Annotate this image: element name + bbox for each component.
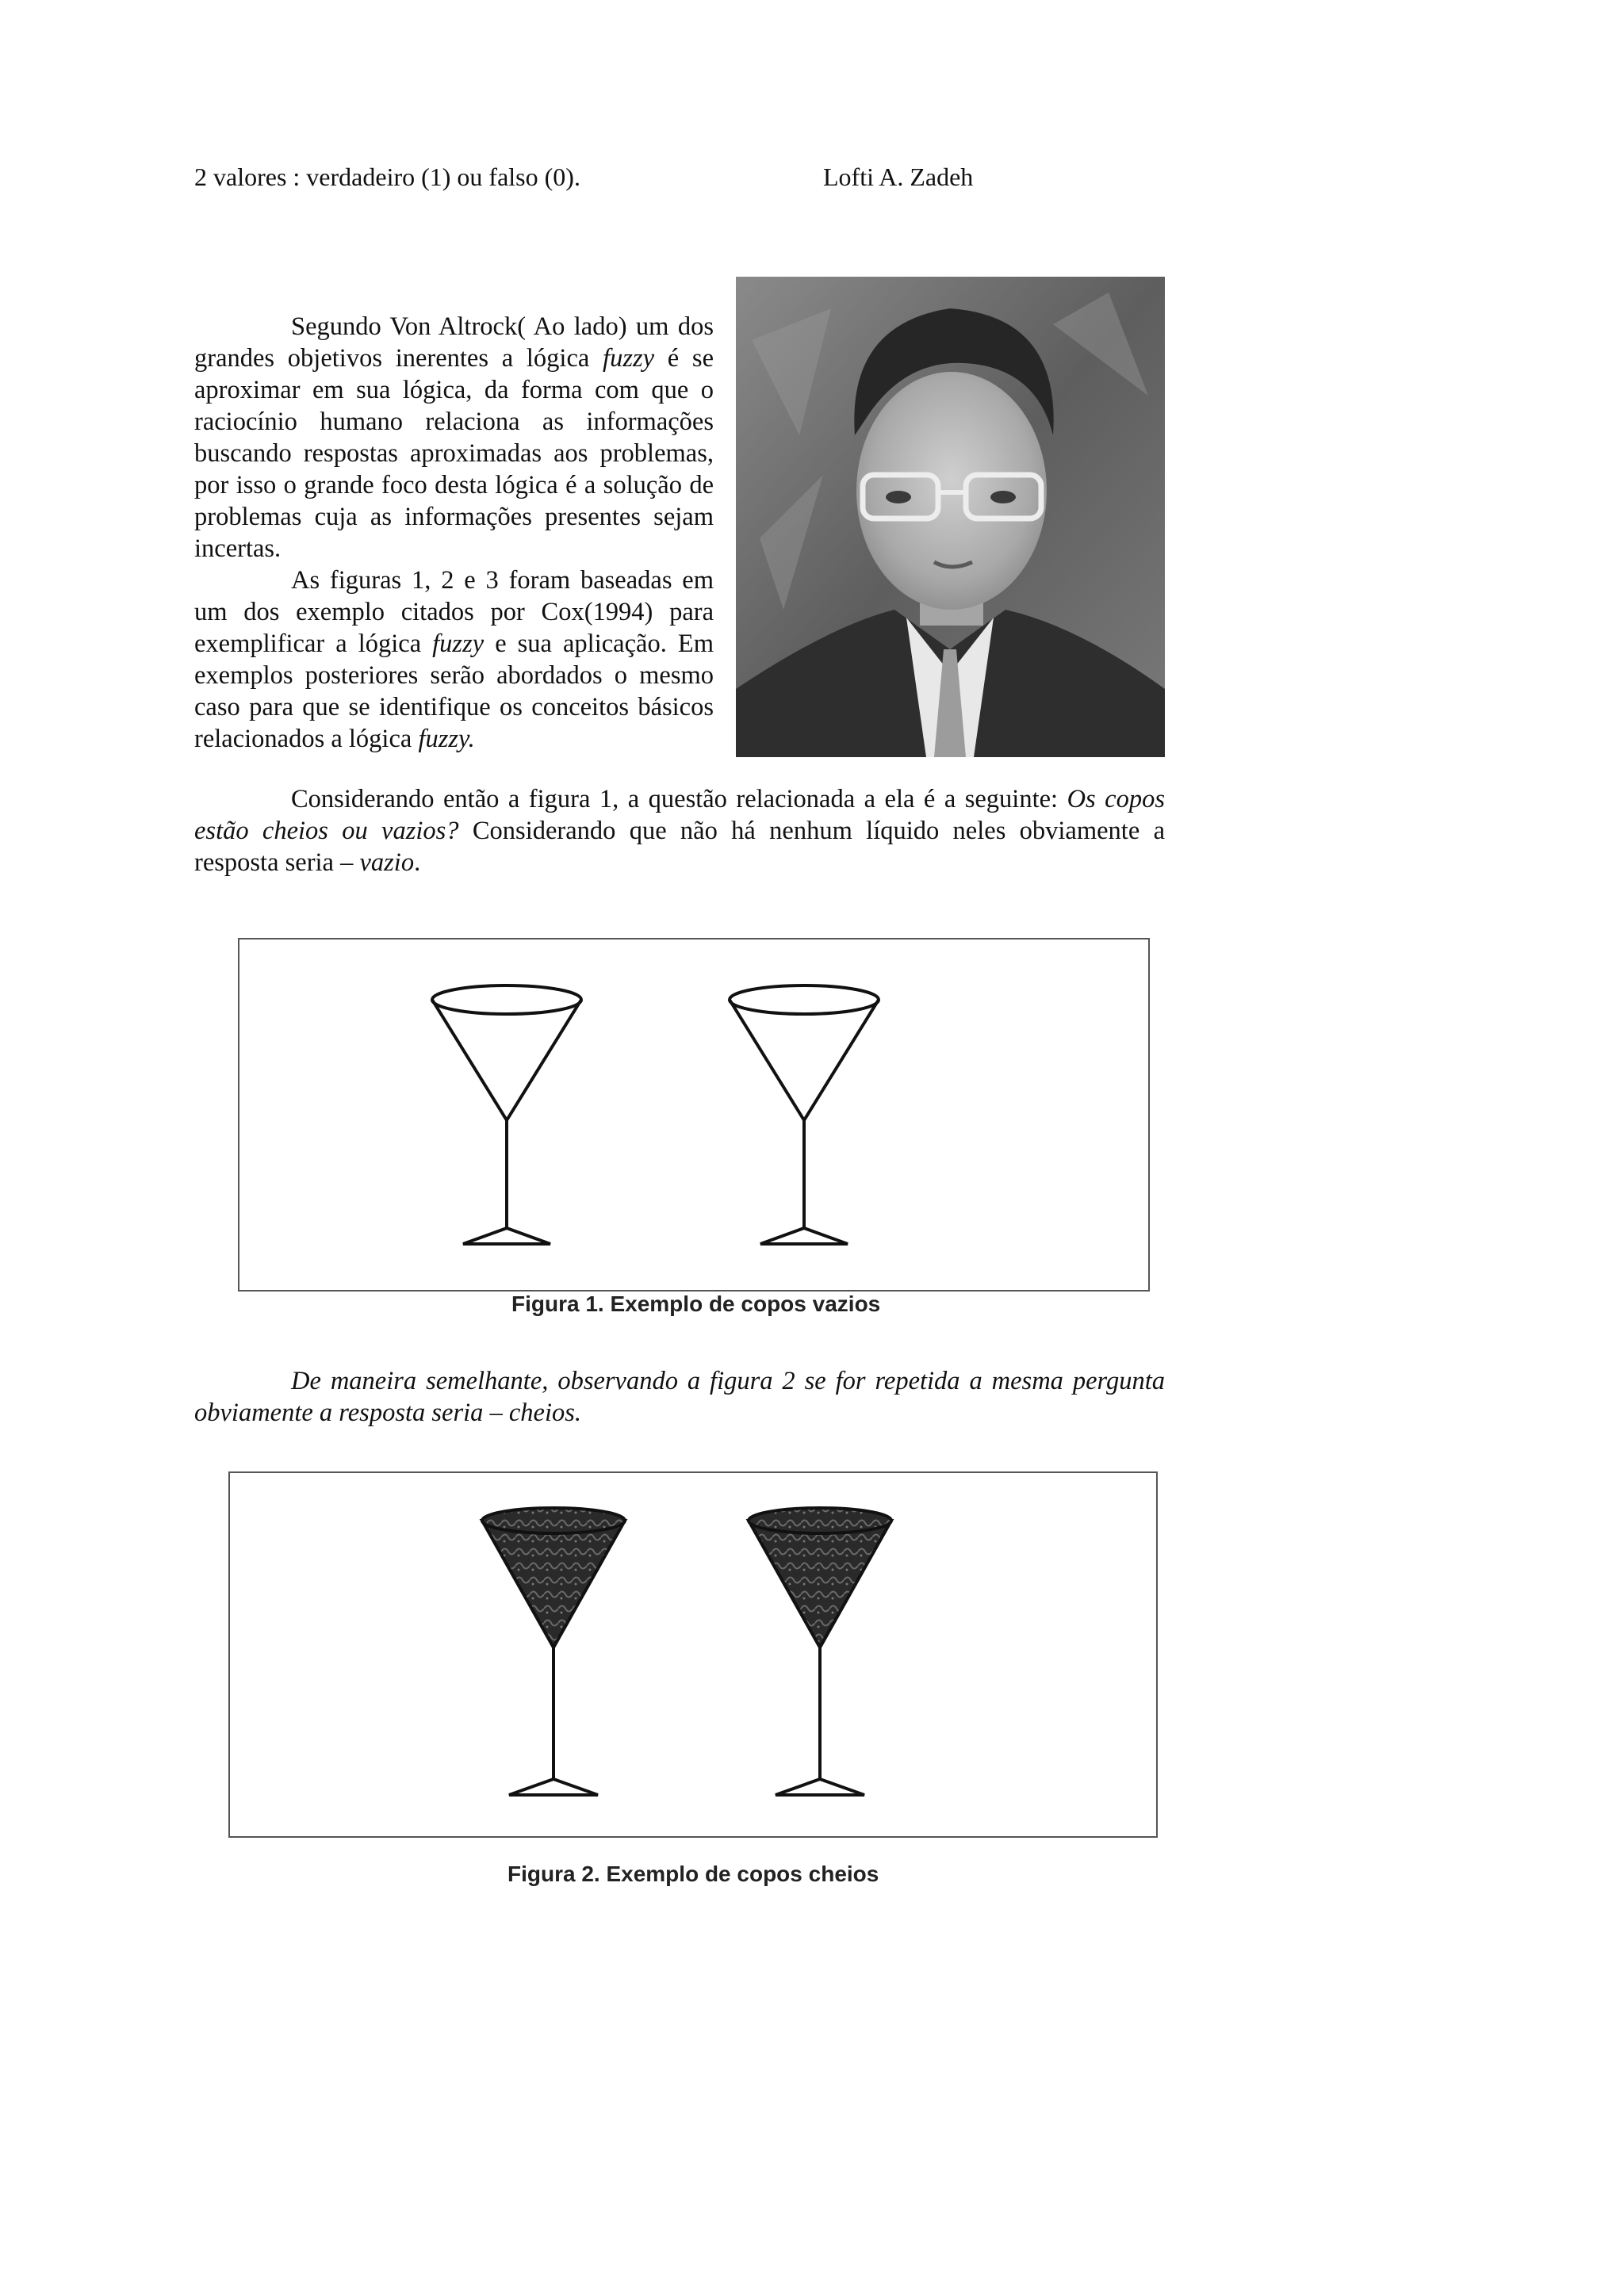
empty-glass-left: [432, 985, 581, 1244]
full-glass-right: [749, 1508, 891, 1795]
figure-1: [238, 938, 1150, 1292]
figure1-caption: Figura 1. Exemplo de copos vazios: [511, 1292, 881, 1316]
empty-glass-right: [730, 985, 879, 1244]
full-glasses-illustration: [230, 1473, 1156, 1836]
figure2-caption: Figura 2. Exemplo de copos cheios: [508, 1862, 879, 1886]
intro-paragraph-2: As figuras 1, 2 e 3 foram baseadas em um dos exemplo citados por Cox(1994) para exemplificar a lógica fuzzy e sua aplicação. Em exemplos posteriores serão abordados o mesmo caso para que se identifique os conceitos básicos relacionados a lógica fuzzy.: [194, 566, 714, 753]
figure2-paragraph: De maneira semelhante, observando a figura 2 se for repetida a mesma pergunta obviamente a resposta seria – cheios.: [194, 1367, 1165, 1427]
portrait-photo: [736, 277, 1165, 757]
figure1-paragraph: Considerando então a figura 1, a questão relacionada a ela é a seguinte: Os copos estão cheios ou vazios? Considerando que não há nenhum líquido neles obviamente a resposta seria – vazio.: [194, 785, 1165, 877]
portrait-icon: [736, 277, 1165, 757]
empty-glasses-illustration: [239, 939, 1148, 1290]
full-glass-left: [482, 1508, 625, 1795]
intro-paragraph-1: Segundo Von Altrock( Ao lado) um dos grandes objetivos inerentes a lógica fuzzy é se aproximar em sua lógica, da forma com que o raciocínio humano relaciona as informações buscando respostas aproximadas aos problemas, por isso o grande foco desta lógica é a solução de problemas cuja as informações presentes sejam incertas.: [194, 312, 714, 563]
header-right: Lofti A. Zadeh: [823, 163, 974, 191]
figure-2: [228, 1471, 1158, 1838]
header-left: 2 valores : verdadeiro (1) ou falso (0).: [194, 163, 580, 191]
intro-text: [194, 311, 714, 755]
empty-glass-left-outline: [432, 1000, 581, 1120]
